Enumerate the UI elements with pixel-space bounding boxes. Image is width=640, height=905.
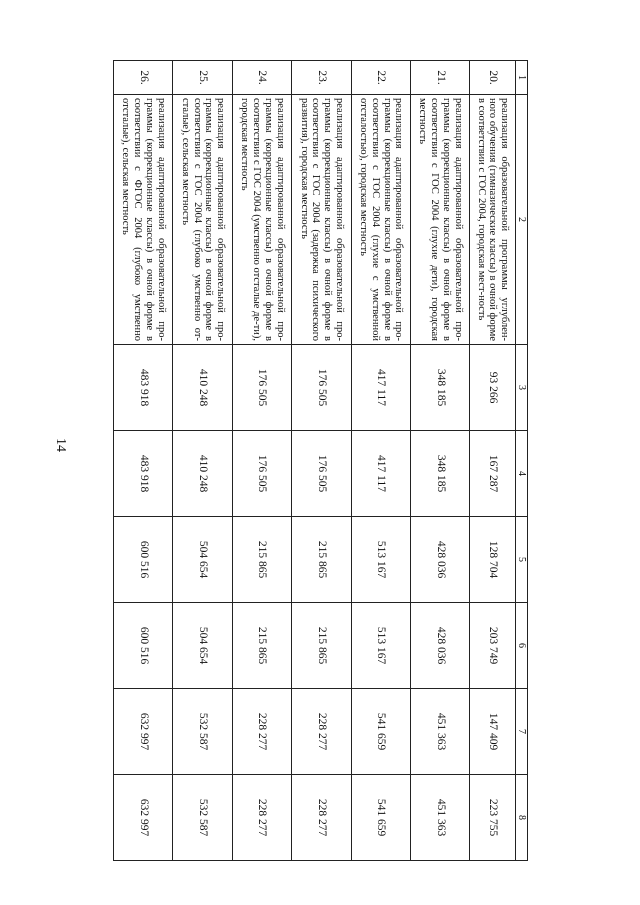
row-description: реализация адаптированной образовательной про-граммы (коррекционные классы) в очной форме в соответствии с ФГОС 2004 (глубоко умственно отсталые), сельская местность (114, 95, 173, 345)
cell-value: 228 277 (232, 689, 291, 775)
cell-value: 483 918 (114, 431, 173, 517)
table-row (173, 61, 232, 861)
cell-value: 632 997 (114, 689, 173, 775)
row-number: 26. (114, 61, 173, 95)
cell-value: 176 505 (292, 431, 351, 517)
rotated-table-container (113, 60, 528, 860)
cell-value: 483 918 (114, 345, 173, 431)
cell-value: 203 749 (470, 603, 515, 689)
cell-value: 410 248 (173, 431, 232, 517)
cell-value: 600 516 (114, 517, 173, 603)
cell-value: 532 587 (173, 775, 232, 861)
cell-value: 215 865 (232, 517, 291, 603)
cell-value: 504 654 (173, 603, 232, 689)
row-description: реализация адаптированной образовательной про-граммы (коррекционные классы) в очной форме в соответствии с ГОС 2004 (глухие дети), городская местность (410, 95, 469, 345)
cell-value: 428 036 (410, 517, 469, 603)
cell-value: 348 185 (410, 431, 469, 517)
row-description: реализация адаптированной образовательной про-граммы (коррекционные классы) в очной форме в соответствии с ГОС 2004 (глухие с умственной отсталостью), городская местность (351, 95, 410, 345)
row-number: 21. (410, 61, 469, 95)
cell-value: 428 036 (410, 603, 469, 689)
column-header: 8 (515, 775, 527, 861)
row-description: реализация адаптированной образовательной про-граммы (коррекционные классы) в очной форме в соответствии с ГОС 2004 (умственно отсталые де-ти), городская местность (232, 95, 291, 345)
row-number: 25. (173, 61, 232, 95)
row-number: 24. (232, 61, 291, 95)
cell-value: 541 659 (351, 689, 410, 775)
table-row (292, 61, 351, 861)
cell-value: 215 865 (292, 603, 351, 689)
cell-value: 176 505 (232, 431, 291, 517)
cell-value: 532 587 (173, 689, 232, 775)
cell-value: 176 505 (232, 345, 291, 431)
cell-value: 167 287 (470, 431, 515, 517)
column-header: 6 (515, 603, 527, 689)
cell-value: 504 654 (173, 517, 232, 603)
table-row (351, 61, 410, 861)
cell-value: 513 167 (351, 603, 410, 689)
cell-value: 451 363 (410, 689, 469, 775)
cell-value: 223 755 (470, 775, 515, 861)
cell-value: 215 865 (292, 517, 351, 603)
cell-value: 176 505 (292, 345, 351, 431)
column-header: 3 (515, 345, 527, 431)
cell-value: 541 659 (351, 775, 410, 861)
cell-value: 632 997 (114, 775, 173, 861)
funding-table (113, 60, 528, 861)
cell-value: 128 704 (470, 517, 515, 603)
column-header: 2 (515, 95, 527, 345)
column-header: 7 (515, 689, 527, 775)
row-description: реализация адаптированной образовательной про-граммы (коррекционные классы) в очной форме в соответствии с ГОС 2004 (глубоко умственно от-сталые), сельская местность (173, 95, 232, 345)
row-description: реализация адаптированной образовательной про-граммы (коррекционные классы) в очной форме в соответствии с ГОС 2004 (задержка психического развития), городская местность (292, 95, 351, 345)
cell-value: 147 409 (470, 689, 515, 775)
cell-value: 228 277 (232, 775, 291, 861)
cell-value: 93 266 (470, 345, 515, 431)
row-number: 22. (351, 61, 410, 95)
cell-value: 451 363 (410, 775, 469, 861)
column-header: 4 (515, 431, 527, 517)
cell-value: 417 117 (351, 345, 410, 431)
row-number: 23. (292, 61, 351, 95)
cell-value: 215 865 (232, 603, 291, 689)
row-description: реализация образовательной программы углублен-ного обучения (гимназические классы) в очной форме в соответствии с ГОС 2004, городская мест-ность (470, 95, 515, 345)
table-row (470, 61, 515, 861)
cell-value: 228 277 (292, 775, 351, 861)
cell-value: 417 117 (351, 431, 410, 517)
row-number: 20. (470, 61, 515, 95)
table-row (410, 61, 469, 861)
cell-value: 410 248 (173, 345, 232, 431)
header-row (515, 61, 527, 861)
cell-value: 348 185 (410, 345, 469, 431)
column-header: 1 (515, 61, 527, 95)
cell-value: 600 516 (114, 603, 173, 689)
cell-value: 228 277 (292, 689, 351, 775)
column-header: 5 (515, 517, 527, 603)
cell-value: 513 167 (351, 517, 410, 603)
table-row (114, 61, 173, 861)
page-number: 14 (53, 438, 68, 452)
table-row (232, 61, 291, 861)
